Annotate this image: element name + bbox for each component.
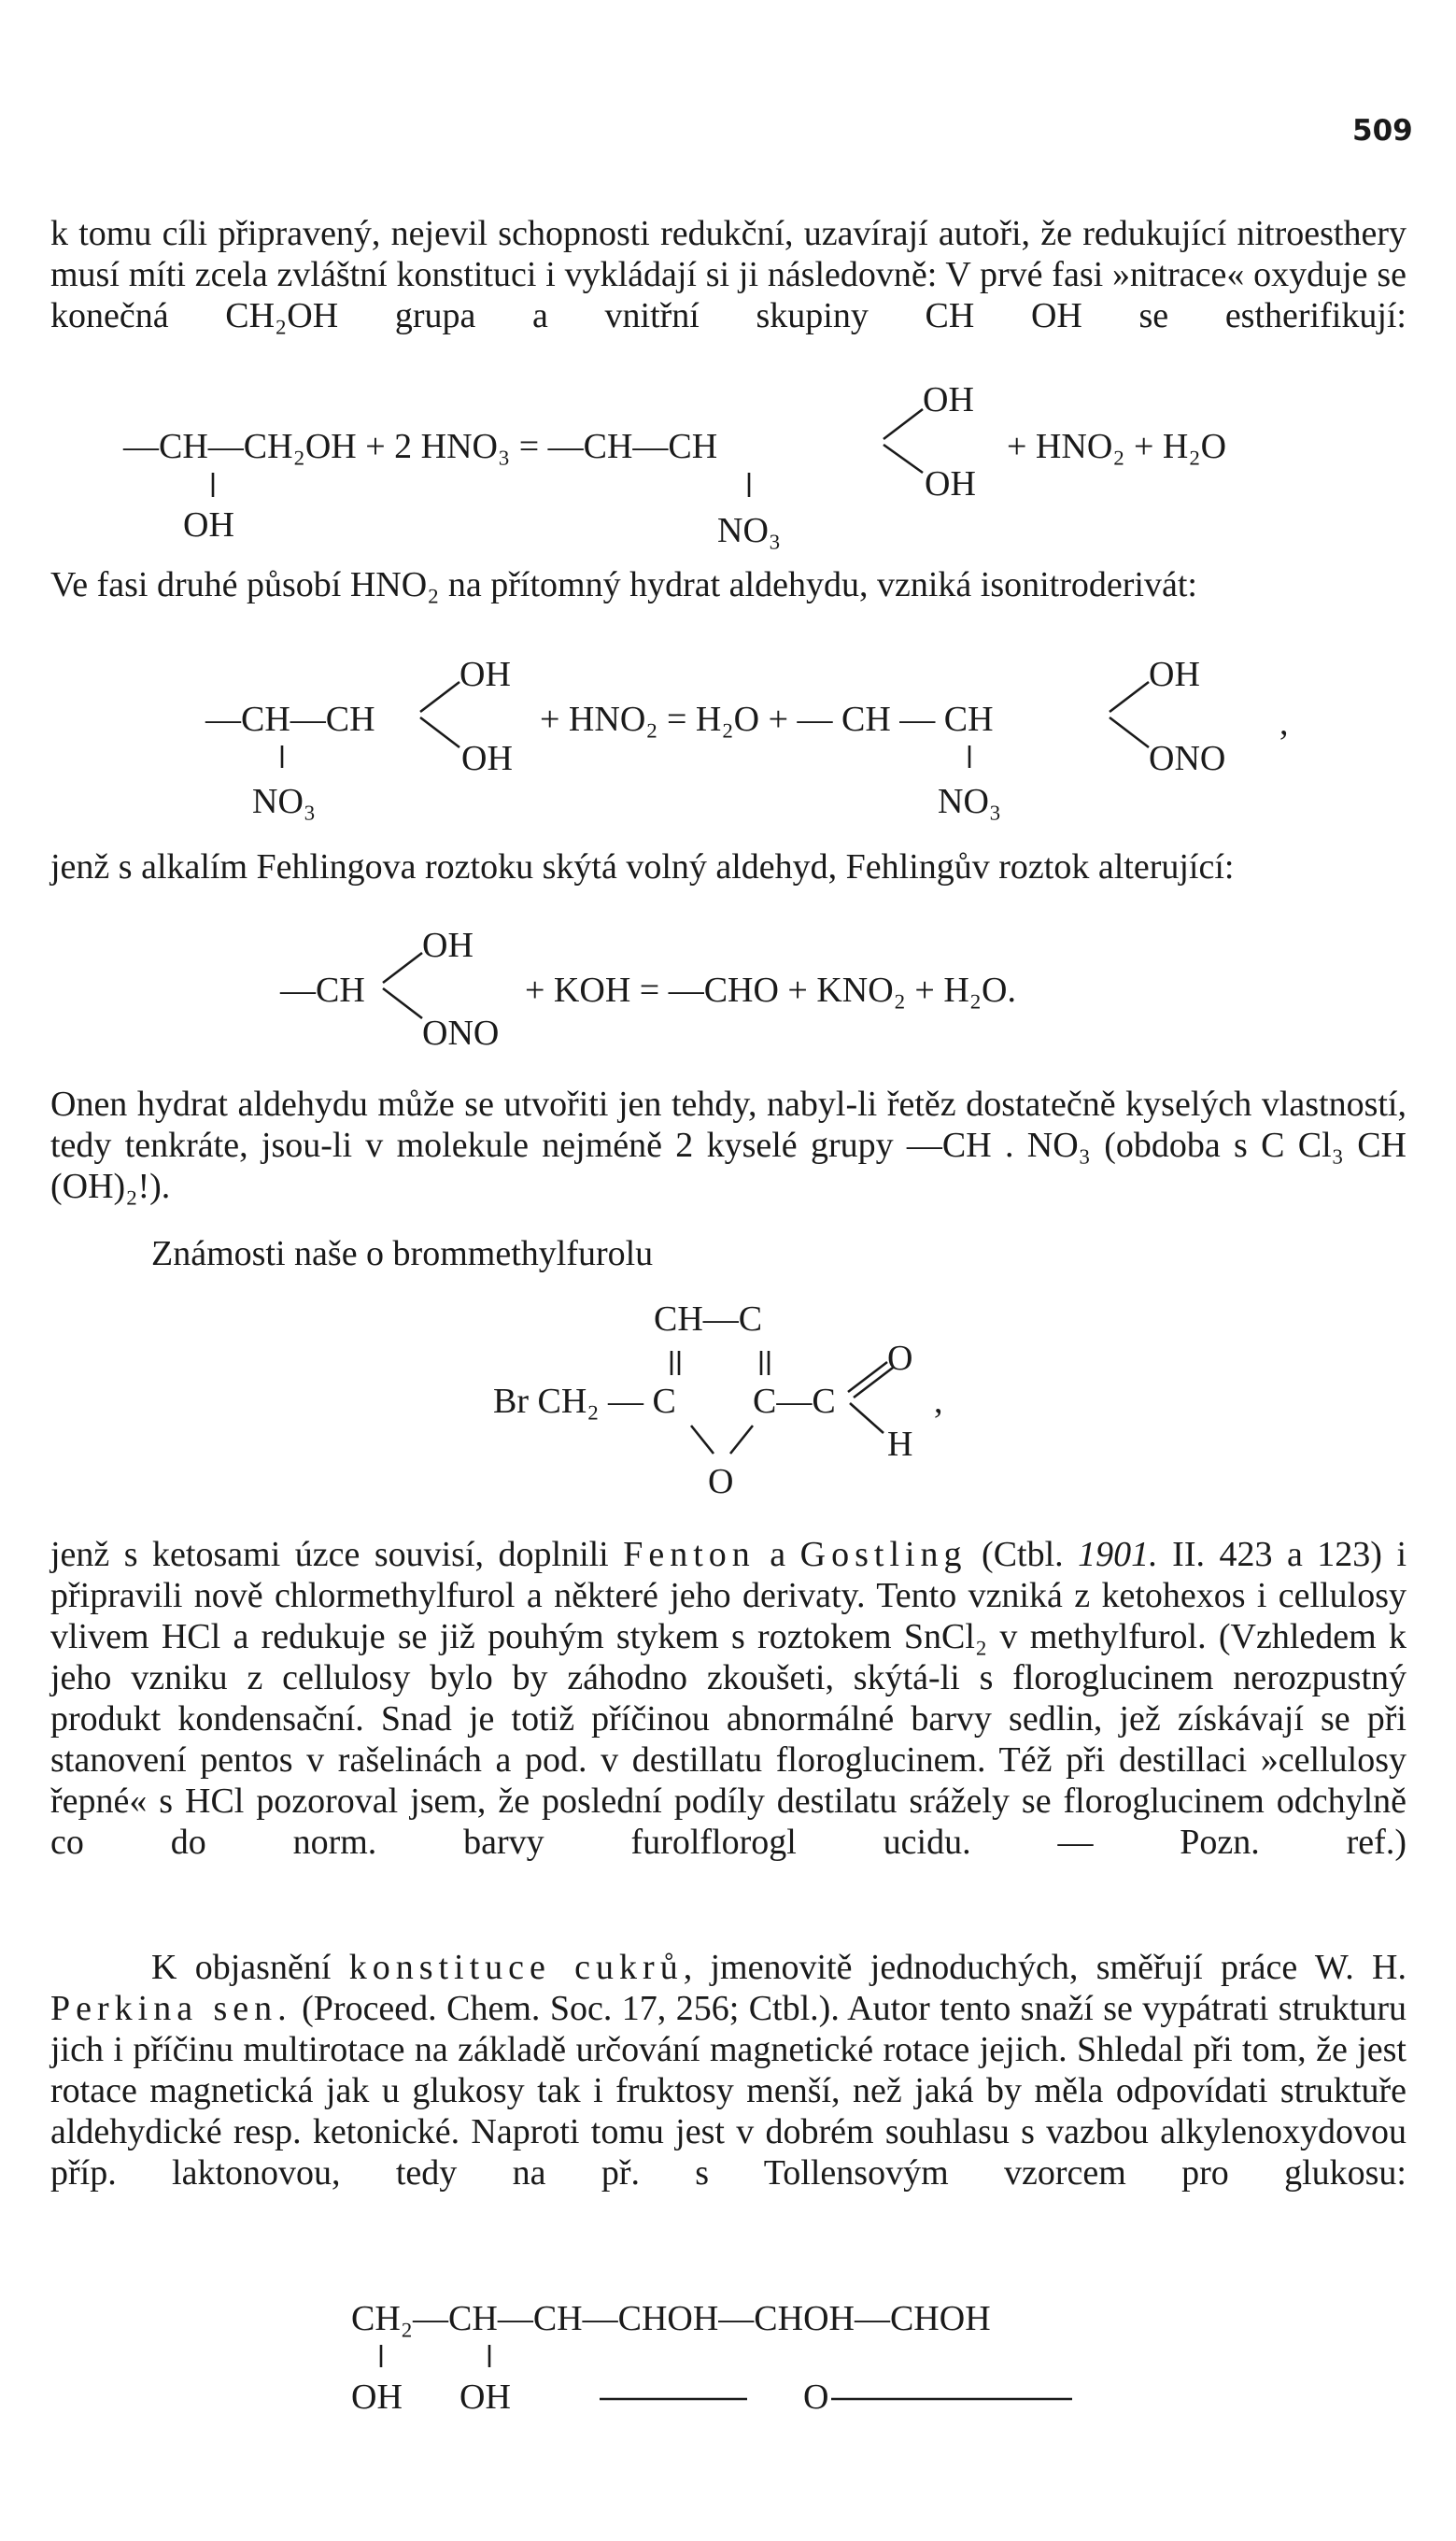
f4-o-ald: O	[887, 1339, 913, 1378]
perkin-text-a: K objasnění	[151, 1948, 349, 1987]
f2-bond-down2	[1110, 717, 1149, 747]
f3-oh-up: OH	[422, 926, 474, 965]
f4-top: CH—C	[654, 1299, 763, 1339]
formula-isonitro	[205, 655, 1289, 821]
f1-oh-up: OH	[923, 380, 974, 419]
f2-mid: + HNO₂ = H₂O + — CH — CH	[540, 700, 994, 739]
f2-bond-up	[420, 682, 459, 712]
f2-sub1: NO₃	[252, 782, 317, 821]
f4-comma: ,	[934, 1382, 943, 1421]
f4-h: H	[887, 1425, 913, 1464]
f5-oh1: OH	[351, 2378, 403, 2417]
fenton-text-d: II. 423 a 123) i připravili nově chlormethylfurol a některé jeho derivaty. Tento vzniká z ketohexos i cellulosy vlivem HCl a redukuje se již pouhým stykem s roztokem SnCl₂ v methylfurol. (Vzhledem k jeho vzniku z cellulosy bylo by záhodno zkoušeti, skýtá-li s floroglucinem nerozpustný produkt kondensační. Snad je totiž příčinou abnormálné barvy sedlin, jež získávají se při stanovení pentos v rašelinách a pod. v destillatu floroglucinem. Též při destillaci »cellulosy řepné« s HCl pozoroval jsem, že poslední podíly destilatu srážely se floroglucinem odchylně co do norm. barvy furolflorogl ucidu. — Pozn. ref.)	[50, 1535, 1407, 1862]
f3-left: —CH	[280, 971, 365, 1010]
f2-comma: ,	[1279, 703, 1289, 743]
f1-sub1: OH	[183, 505, 234, 545]
f5-o: O	[803, 2378, 829, 2417]
fenton-text-c: (Ctbl.	[967, 1535, 1079, 1574]
spaced-konstituce: konstituce cukrů	[348, 1948, 684, 1987]
perkin-text-b: , jmenovitě jednoduchých, směřují práce W. H.	[683, 1948, 1407, 1987]
formula-nitration	[122, 380, 1226, 550]
paragraph-nitroesthers: k tomu cíli připravený, nejevil schopnosti redukční, uzavírají autoři, že redukující nitroesthery musí míti zcela zvláštní konstituci i vykládají si ji následovně: V prvé fasi »nitrace« oxyduje se konečná CH₂OH grupa a vnitřní skupiny CH OH se estherifikují:	[50, 214, 1407, 335]
paragraph-aldehyde-hydrate: Onen hydrat aldehydu může se utvořiti jen tehdy, nabyl-li řetěz dostatečně kyselých vlastností, tedy tenkráte, jsou-li v molekule nejméně 2 kyselé grupy —CH . NO₃ (obdoba s C Cl₃ CH (OH)₂!).	[50, 1085, 1407, 1206]
f3-bond-up	[383, 953, 422, 983]
f4-ring-bond-left	[691, 1426, 714, 1454]
paragraph-fehling: jenž s alkalím Fehlingova roztoku skýtá volný aldehyd, Fehlingův roztok alterující:	[50, 847, 1235, 887]
author-gostling: Gostling	[799, 1535, 968, 1574]
f5-chain: CH₂—CH—CH—CHOH—CHOH—CHOH	[351, 2299, 991, 2338]
f2-bond-up2	[1110, 682, 1149, 712]
f1-sub2: NO₃	[717, 511, 782, 550]
f1-bond-down	[883, 445, 923, 473]
paragraph-perkin	[50, 1947, 1407, 2193]
f2-oh-up: OH	[459, 655, 511, 694]
f1-bond-up	[883, 409, 923, 439]
formula-brommethylfurol	[493, 1299, 943, 1501]
f2-left: —CH—CH	[205, 700, 375, 739]
f5-oh2: OH	[459, 2378, 511, 2417]
f2-sub2: NO₃	[938, 782, 1002, 821]
f2-ono: ONO	[1149, 739, 1226, 778]
f4-ald-double-a	[848, 1362, 887, 1392]
f2-oh-down: OH	[461, 739, 513, 778]
paragraph-second-phase: Ve fasi druhé působí HNO₂ na přítomný hydrat aldehydu, vzniká isonitroderivát:	[50, 565, 1197, 604]
f4-br: Br CH₂ — C	[493, 1382, 676, 1421]
f3-bond-down	[383, 988, 422, 1018]
f4-ring-bond-right	[730, 1426, 753, 1454]
f2-oh-up2: OH	[1149, 655, 1200, 694]
formula-tollens-glucose	[351, 2299, 1072, 2417]
paragraph-brommethylfurol-intro: Známosti naše o brommethylfurolu	[151, 1234, 654, 1273]
fenton-text-a: jenž s ketosami úzce souvisí, doplnili	[50, 1535, 624, 1574]
paragraph-fenton-gostling	[50, 1534, 1407, 1863]
author-perkin: Perkina sen.	[50, 1989, 292, 2028]
f4-ald-double-b	[854, 1368, 893, 1398]
f1-oh-down: OH	[925, 464, 976, 504]
formula-fehling	[279, 926, 1016, 1053]
f3-ono: ONO	[422, 1014, 500, 1053]
f3-right: + KOH = —CHO + KNO₂ + H₂O.	[525, 971, 1016, 1010]
f1-right: + HNO₂ + H₂O	[1007, 427, 1227, 466]
f4-c2: C—C	[753, 1382, 836, 1421]
f4-ald-bond-h	[850, 1403, 883, 1433]
f2-bond-down	[420, 717, 459, 747]
f1-left: —CH—CH₂OH + 2 HNO₃ = —CH—CH	[123, 427, 718, 466]
author-fenton: Fenton	[623, 1535, 756, 1574]
citation-year: 1901.	[1078, 1535, 1158, 1574]
f4-o-ring: O	[708, 1462, 734, 1501]
fenton-text-b: a	[755, 1535, 800, 1574]
page-number: 509	[1352, 114, 1413, 148]
perkin-text-c: (Proceed. Chem. Soc. 17, 256; Ctbl.). Autor tento snaží se vypátrati strukturu jich i příčinu multirotace na základě určování magnetické rotace jejich. Shledal při tom, že jest rotace magnetická jak u glukosy tak i fruktosy menší, než jaká by měla odpovídati struktuře aldehydické resp. ketonické. Naproti tomu jest v dobrém souhlasu s vazbou alkylenoxydovou příp. laktonovou, tedy na př. s Tollensovým vzorcem pro glukosu:	[50, 1989, 1407, 2193]
